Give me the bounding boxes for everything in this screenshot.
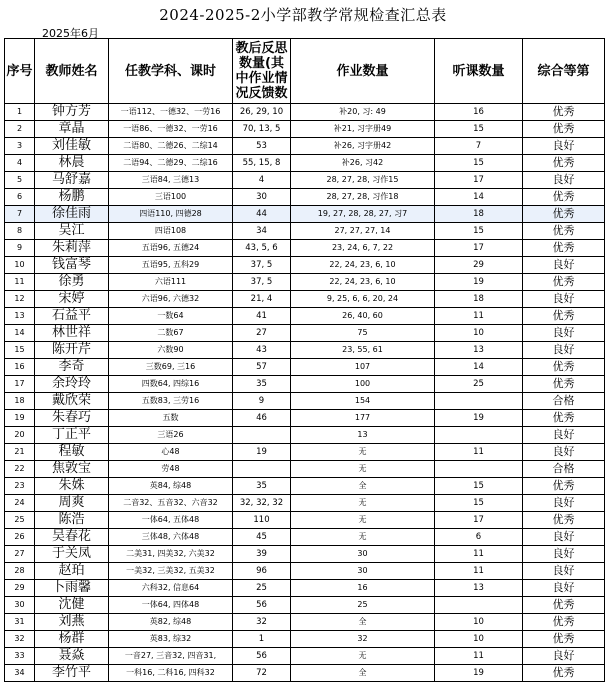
- col-header-name[interactable]: 教师姓名: [35, 39, 109, 104]
- cell-teacher-name[interactable]: 杨群: [35, 631, 109, 648]
- cell-homework-count[interactable]: 23, 55, 61: [291, 342, 435, 359]
- cell-teacher-name[interactable]: 吴春花: [35, 529, 109, 546]
- cell-grade[interactable]: 良好: [523, 325, 605, 342]
- cell-grade[interactable]: 优秀: [523, 597, 605, 614]
- cell-no[interactable]: 18: [5, 393, 35, 410]
- summary-table: [4, 38, 605, 682]
- cell-listening-count[interactable]: 29: [435, 257, 523, 274]
- cell-subject-hours[interactable]: 一体64, 四体48: [109, 597, 233, 614]
- table-row: [5, 563, 605, 580]
- table-row: [5, 206, 605, 223]
- cell-subject-hours[interactable]: 二音32、五音32、六音32: [109, 495, 233, 512]
- cell-grade[interactable]: 优秀: [523, 665, 605, 682]
- cell-feedback-count[interactable]: 43: [233, 342, 291, 359]
- cell-subject-hours[interactable]: 六数90: [109, 342, 233, 359]
- cell-no[interactable]: 24: [5, 495, 35, 512]
- cell-grade[interactable]: 良好: [523, 444, 605, 461]
- cell-subject-hours[interactable]: 四语108: [109, 223, 233, 240]
- cell-no[interactable]: 33: [5, 648, 35, 665]
- cell-no[interactable]: 8: [5, 223, 35, 240]
- cell-homework-count[interactable]: 26, 40, 60: [291, 308, 435, 325]
- col-header-subject[interactable]: 任教学科、课时: [109, 39, 233, 104]
- cell-no[interactable]: 11: [5, 274, 35, 291]
- cell-teacher-name[interactable]: 陈浩: [35, 512, 109, 529]
- cell-subject-hours[interactable]: 五语96, 五德24: [109, 240, 233, 257]
- cell-homework-count[interactable]: 补20, 习: 49: [291, 104, 435, 121]
- cell-listening-count[interactable]: [435, 427, 523, 444]
- cell-feedback-count[interactable]: 56: [233, 597, 291, 614]
- cell-grade[interactable]: 优秀: [523, 121, 605, 138]
- cell-subject-hours[interactable]: 四数64, 四综16: [109, 376, 233, 393]
- cell-grade[interactable]: 优秀: [523, 274, 605, 291]
- cell-teacher-name[interactable]: 章晶: [35, 121, 109, 138]
- cell-subject-hours[interactable]: 三数69, 三16: [109, 359, 233, 376]
- cell-feedback-count[interactable]: 4: [233, 172, 291, 189]
- table-row: [5, 274, 605, 291]
- cell-no[interactable]: 1: [5, 104, 35, 121]
- cell-no[interactable]: 5: [5, 172, 35, 189]
- cell-homework-count[interactable]: 补21, 习字册49: [291, 121, 435, 138]
- cell-teacher-name[interactable]: 周爽: [35, 495, 109, 512]
- table-row: [5, 665, 605, 682]
- cell-grade[interactable]: 优秀: [523, 359, 605, 376]
- cell-homework-count[interactable]: 全: [291, 478, 435, 495]
- cell-homework-count[interactable]: 177: [291, 410, 435, 427]
- cell-grade[interactable]: 优秀: [523, 240, 605, 257]
- cell-subject-hours[interactable]: 六科32, 信息64: [109, 580, 233, 597]
- col-header-listening[interactable]: 听课数量: [435, 39, 523, 104]
- cell-feedback-count[interactable]: 45: [233, 529, 291, 546]
- cell-no[interactable]: 15: [5, 342, 35, 359]
- cell-grade[interactable]: 良好: [523, 138, 605, 155]
- cell-grade[interactable]: 良好: [523, 342, 605, 359]
- table-row: [5, 393, 605, 410]
- cell-homework-count[interactable]: 22, 24, 23, 6, 10: [291, 274, 435, 291]
- col-header-grade[interactable]: 综合等第: [523, 39, 605, 104]
- cell-listening-count[interactable]: [435, 597, 523, 614]
- cell-listening-count[interactable]: 11: [435, 546, 523, 563]
- cell-subject-hours[interactable]: 五数83, 三劳16: [109, 393, 233, 410]
- cell-no[interactable]: 21: [5, 444, 35, 461]
- cell-feedback-count[interactable]: 41: [233, 308, 291, 325]
- cell-subject-hours[interactable]: 五语95, 五科29: [109, 257, 233, 274]
- table-row: [5, 308, 605, 325]
- cell-teacher-name[interactable]: 丁正平: [35, 427, 109, 444]
- table-row: [5, 257, 605, 274]
- cell-teacher-name[interactable]: 吴江: [35, 223, 109, 240]
- cell-feedback-count[interactable]: 72: [233, 665, 291, 682]
- cell-no[interactable]: 16: [5, 359, 35, 376]
- cell-no[interactable]: 20: [5, 427, 35, 444]
- cell-listening-count[interactable]: 18: [435, 206, 523, 223]
- cell-subject-hours[interactable]: 三语84, 三德13: [109, 172, 233, 189]
- cell-grade[interactable]: 良好: [523, 172, 605, 189]
- cell-no[interactable]: 25: [5, 512, 35, 529]
- cell-feedback-count[interactable]: 1: [233, 631, 291, 648]
- cell-grade[interactable]: 优秀: [523, 410, 605, 427]
- cell-teacher-name[interactable]: 沈健: [35, 597, 109, 614]
- cell-listening-count[interactable]: 17: [435, 240, 523, 257]
- cell-teacher-name[interactable]: 钱富琴: [35, 257, 109, 274]
- cell-grade[interactable]: 优秀: [523, 104, 605, 121]
- cell-listening-count[interactable]: 19: [435, 665, 523, 682]
- cell-homework-count[interactable]: 107: [291, 359, 435, 376]
- cell-feedback-count[interactable]: 32: [233, 614, 291, 631]
- table-row: [5, 223, 605, 240]
- cell-feedback-count[interactable]: 35: [233, 376, 291, 393]
- table-row: [5, 529, 605, 546]
- table-row: [5, 427, 605, 444]
- cell-subject-hours[interactable]: 英83, 综32: [109, 631, 233, 648]
- table-row: [5, 597, 605, 614]
- cell-homework-count[interactable]: 9, 25, 6, 6, 20, 24: [291, 291, 435, 308]
- cell-grade[interactable]: 优秀: [523, 512, 605, 529]
- cell-feedback-count[interactable]: 43, 5, 6: [233, 240, 291, 257]
- cell-homework-count[interactable]: 补26, 习42: [291, 155, 435, 172]
- cell-listening-count[interactable]: 16: [435, 104, 523, 121]
- cell-listening-count[interactable]: 11: [435, 648, 523, 665]
- table-row: [5, 104, 605, 121]
- cell-teacher-name[interactable]: 林晨: [35, 155, 109, 172]
- cell-subject-hours[interactable]: 一音27, 三音32, 四音31,: [109, 648, 233, 665]
- cell-grade[interactable]: 合格: [523, 461, 605, 478]
- table-row: [5, 376, 605, 393]
- col-header-homework[interactable]: 作业数量: [291, 39, 435, 104]
- cell-feedback-count[interactable]: 53: [233, 138, 291, 155]
- cell-grade[interactable]: 优秀: [523, 189, 605, 206]
- cell-homework-count[interactable]: 无: [291, 495, 435, 512]
- cell-teacher-name[interactable]: 朱姝: [35, 478, 109, 495]
- cell-feedback-count[interactable]: 55, 15, 8: [233, 155, 291, 172]
- cell-feedback-count[interactable]: 26, 29, 10: [233, 104, 291, 121]
- table-row: [5, 546, 605, 563]
- table-row: [5, 121, 605, 138]
- cell-grade[interactable]: 良好: [523, 563, 605, 580]
- cell-no[interactable]: 12: [5, 291, 35, 308]
- cell-subject-hours[interactable]: 一科16, 二科16, 四科32: [109, 665, 233, 682]
- cell-subject-hours[interactable]: 一语86、一德32、一劳16: [109, 121, 233, 138]
- cell-subject-hours[interactable]: 一美32, 三美32, 五美32: [109, 563, 233, 580]
- cell-listening-count[interactable]: 17: [435, 512, 523, 529]
- table-row: [5, 614, 605, 631]
- cell-feedback-count[interactable]: 30: [233, 189, 291, 206]
- cell-homework-count[interactable]: 无: [291, 461, 435, 478]
- cell-listening-count[interactable]: 19: [435, 274, 523, 291]
- cell-no[interactable]: 13: [5, 308, 35, 325]
- cell-grade[interactable]: 良好: [523, 257, 605, 274]
- table-row: [5, 291, 605, 308]
- cell-teacher-name[interactable]: 李竹平: [35, 665, 109, 682]
- cell-grade[interactable]: 良好: [523, 291, 605, 308]
- table-row: [5, 325, 605, 342]
- table-row: [5, 172, 605, 189]
- cell-no[interactable]: 31: [5, 614, 35, 631]
- cell-subject-hours[interactable]: 一体64, 五体48: [109, 512, 233, 529]
- cell-grade[interactable]: 优秀: [523, 614, 605, 631]
- cell-subject-hours[interactable]: 劳48: [109, 461, 233, 478]
- cell-feedback-count[interactable]: 70, 13, 5: [233, 121, 291, 138]
- cell-homework-count[interactable]: 25: [291, 597, 435, 614]
- cell-subject-hours[interactable]: 心48: [109, 444, 233, 461]
- cell-homework-count[interactable]: 全: [291, 614, 435, 631]
- cell-feedback-count[interactable]: 37, 5: [233, 274, 291, 291]
- cell-subject-hours[interactable]: 六语96, 六德32: [109, 291, 233, 308]
- cell-listening-count[interactable]: 10: [435, 631, 523, 648]
- cell-homework-count[interactable]: 13: [291, 427, 435, 444]
- cell-no[interactable]: 9: [5, 240, 35, 257]
- report-date: 2025年6月: [42, 27, 99, 40]
- cell-feedback-count[interactable]: 110: [233, 512, 291, 529]
- table-row: [5, 461, 605, 478]
- cell-homework-count[interactable]: 30: [291, 546, 435, 563]
- cell-grade[interactable]: 合格: [523, 393, 605, 410]
- cell-feedback-count[interactable]: 25: [233, 580, 291, 597]
- cell-homework-count[interactable]: 16: [291, 580, 435, 597]
- cell-homework-count[interactable]: 无: [291, 512, 435, 529]
- cell-no[interactable]: 17: [5, 376, 35, 393]
- table-row: [5, 138, 605, 155]
- cell-grade[interactable]: 良好: [523, 648, 605, 665]
- cell-no[interactable]: 34: [5, 665, 35, 682]
- cell-no[interactable]: 22: [5, 461, 35, 478]
- cell-teacher-name[interactable]: 陈开芹: [35, 342, 109, 359]
- cell-subject-hours[interactable]: 一数64: [109, 308, 233, 325]
- cell-listening-count[interactable]: 15: [435, 155, 523, 172]
- cell-homework-count[interactable]: 154: [291, 393, 435, 410]
- table-row: [5, 189, 605, 206]
- cell-teacher-name[interactable]: 戴欣荣: [35, 393, 109, 410]
- cell-feedback-count[interactable]: [233, 427, 291, 444]
- cell-grade[interactable]: 优秀: [523, 206, 605, 223]
- cell-homework-count[interactable]: 无: [291, 529, 435, 546]
- table-row: [5, 155, 605, 172]
- cell-feedback-count[interactable]: 96: [233, 563, 291, 580]
- cell-listening-count[interactable]: 14: [435, 189, 523, 206]
- table-row: [5, 580, 605, 597]
- cell-subject-hours[interactable]: 二数67: [109, 325, 233, 342]
- cell-grade[interactable]: 良好: [523, 529, 605, 546]
- cell-listening-count[interactable]: 13: [435, 342, 523, 359]
- cell-teacher-name[interactable]: 徐佳雨: [35, 206, 109, 223]
- cell-teacher-name[interactable]: 刘燕: [35, 614, 109, 631]
- cell-homework-count[interactable]: 30: [291, 563, 435, 580]
- cell-listening-count[interactable]: 7: [435, 138, 523, 155]
- cell-homework-count[interactable]: 27, 27, 27, 14: [291, 223, 435, 240]
- cell-subject-hours[interactable]: 一语112、一德32、一劳16: [109, 104, 233, 121]
- cell-teacher-name[interactable]: 赵珀: [35, 563, 109, 580]
- cell-feedback-count[interactable]: 34: [233, 223, 291, 240]
- cell-no[interactable]: 4: [5, 155, 35, 172]
- cell-feedback-count[interactable]: 37, 5: [233, 257, 291, 274]
- cell-listening-count[interactable]: 25: [435, 376, 523, 393]
- cell-grade[interactable]: 优秀: [523, 155, 605, 172]
- cell-homework-count[interactable]: 23, 24, 6, 7, 22: [291, 240, 435, 257]
- cell-teacher-name[interactable]: 徐勇: [35, 274, 109, 291]
- cell-no[interactable]: 10: [5, 257, 35, 274]
- cell-grade[interactable]: 优秀: [523, 376, 605, 393]
- cell-grade[interactable]: 良好: [523, 546, 605, 563]
- cell-listening-count[interactable]: 14: [435, 359, 523, 376]
- cell-feedback-count[interactable]: 44: [233, 206, 291, 223]
- cell-subject-hours[interactable]: 英84, 综48: [109, 478, 233, 495]
- cell-subject-hours[interactable]: 二语80、二德26、二综14: [109, 138, 233, 155]
- cell-no[interactable]: 30: [5, 597, 35, 614]
- cell-feedback-count[interactable]: 21, 4: [233, 291, 291, 308]
- cell-no[interactable]: 32: [5, 631, 35, 648]
- table-row: [5, 342, 605, 359]
- cell-homework-count[interactable]: 75: [291, 325, 435, 342]
- cell-grade[interactable]: 良好: [523, 495, 605, 512]
- cell-listening-count[interactable]: 11: [435, 563, 523, 580]
- cell-no[interactable]: 6: [5, 189, 35, 206]
- table-row: [5, 631, 605, 648]
- cell-subject-hours[interactable]: 二语94、二德29、二综16: [109, 155, 233, 172]
- cell-feedback-count[interactable]: 27: [233, 325, 291, 342]
- table-row: [5, 410, 605, 427]
- cell-feedback-count[interactable]: 56: [233, 648, 291, 665]
- cell-grade[interactable]: 良好: [523, 427, 605, 444]
- cell-teacher-name[interactable]: 聂焱: [35, 648, 109, 665]
- col-header-no[interactable]: 序号: [5, 39, 35, 104]
- cell-listening-count[interactable]: 15: [435, 121, 523, 138]
- cell-teacher-name[interactable]: 钟方芳: [35, 104, 109, 121]
- cell-subject-hours[interactable]: 三语26: [109, 427, 233, 444]
- cell-homework-count[interactable]: 32: [291, 631, 435, 648]
- cell-homework-count[interactable]: 22, 24, 23, 6, 10: [291, 257, 435, 274]
- cell-teacher-name[interactable]: 程敏: [35, 444, 109, 461]
- cell-no[interactable]: 28: [5, 563, 35, 580]
- cell-teacher-name[interactable]: 杨鹏: [35, 189, 109, 206]
- cell-no[interactable]: 23: [5, 478, 35, 495]
- table-row: [5, 648, 605, 665]
- cell-homework-count[interactable]: 无: [291, 648, 435, 665]
- cell-subject-hours[interactable]: 四语110, 四德28: [109, 206, 233, 223]
- cell-listening-count[interactable]: 13: [435, 580, 523, 597]
- cell-listening-count[interactable]: [435, 461, 523, 478]
- cell-listening-count[interactable]: 15: [435, 223, 523, 240]
- cell-feedback-count[interactable]: 32, 32, 32: [233, 495, 291, 512]
- cell-teacher-name[interactable]: 焦敦宝: [35, 461, 109, 478]
- table-row: [5, 444, 605, 461]
- cell-subject-hours[interactable]: 二美31, 四美32, 六美32: [109, 546, 233, 563]
- cell-feedback-count[interactable]: [233, 461, 291, 478]
- cell-no[interactable]: 2: [5, 121, 35, 138]
- cell-listening-count[interactable]: 10: [435, 614, 523, 631]
- header-row: [5, 39, 605, 104]
- cell-subject-hours[interactable]: 五数: [109, 410, 233, 427]
- cell-homework-count[interactable]: 全: [291, 665, 435, 682]
- cell-feedback-count[interactable]: 39: [233, 546, 291, 563]
- cell-no[interactable]: 19: [5, 410, 35, 427]
- cell-subject-hours[interactable]: 英82, 综48: [109, 614, 233, 631]
- cell-no[interactable]: 27: [5, 546, 35, 563]
- cell-grade[interactable]: 优秀: [523, 223, 605, 240]
- cell-homework-count[interactable]: 补26, 习字册42: [291, 138, 435, 155]
- cell-no[interactable]: 14: [5, 325, 35, 342]
- cell-homework-count[interactable]: 19, 27, 28, 28, 27, 习7: [291, 206, 435, 223]
- cell-feedback-count[interactable]: 57: [233, 359, 291, 376]
- col-header-feedback[interactable]: 教后反思数量(其中作业情况反馈数: [233, 39, 291, 104]
- cell-feedback-count[interactable]: 9: [233, 393, 291, 410]
- cell-teacher-name[interactable]: 朱春巧: [35, 410, 109, 427]
- cell-listening-count[interactable]: 17: [435, 172, 523, 189]
- cell-no[interactable]: 3: [5, 138, 35, 155]
- cell-listening-count[interactable]: 15: [435, 478, 523, 495]
- cell-teacher-name[interactable]: 于关凤: [35, 546, 109, 563]
- cell-listening-count[interactable]: 11: [435, 444, 523, 461]
- cell-teacher-name[interactable]: 李奇: [35, 359, 109, 376]
- cell-homework-count[interactable]: 28, 27, 28, 习作18: [291, 189, 435, 206]
- cell-homework-count[interactable]: 100: [291, 376, 435, 393]
- cell-homework-count[interactable]: 无: [291, 444, 435, 461]
- cell-listening-count[interactable]: 10: [435, 325, 523, 342]
- cell-no[interactable]: 29: [5, 580, 35, 597]
- cell-listening-count[interactable]: 18: [435, 291, 523, 308]
- cell-homework-count[interactable]: 28, 27, 28, 习作15: [291, 172, 435, 189]
- cell-grade[interactable]: 良好: [523, 580, 605, 597]
- cell-grade[interactable]: 优秀: [523, 478, 605, 495]
- cell-teacher-name[interactable]: 宋婷: [35, 291, 109, 308]
- cell-listening-count[interactable]: 11: [435, 308, 523, 325]
- table-row: [5, 478, 605, 495]
- cell-grade[interactable]: 优秀: [523, 631, 605, 648]
- cell-listening-count[interactable]: 19: [435, 410, 523, 427]
- cell-grade[interactable]: 优秀: [523, 308, 605, 325]
- table-row: [5, 495, 605, 512]
- table-row: [5, 359, 605, 376]
- cell-listening-count[interactable]: 15: [435, 495, 523, 512]
- cell-no[interactable]: 26: [5, 529, 35, 546]
- table-row: [5, 512, 605, 529]
- cell-feedback-count[interactable]: 35: [233, 478, 291, 495]
- cell-teacher-name[interactable]: 林世祥: [35, 325, 109, 342]
- cell-teacher-name[interactable]: 石益平: [35, 308, 109, 325]
- cell-subject-hours[interactable]: 三体48, 六体48: [109, 529, 233, 546]
- cell-feedback-count[interactable]: 19: [233, 444, 291, 461]
- cell-teacher-name[interactable]: 刘佳敏: [35, 138, 109, 155]
- cell-listening-count[interactable]: [435, 393, 523, 410]
- cell-teacher-name[interactable]: 余玲玲: [35, 376, 109, 393]
- cell-listening-count[interactable]: 6: [435, 529, 523, 546]
- cell-teacher-name[interactable]: 朱莉萍: [35, 240, 109, 257]
- cell-no[interactable]: 7: [5, 206, 35, 223]
- cell-teacher-name[interactable]: 马舒嘉: [35, 172, 109, 189]
- cell-feedback-count[interactable]: 46: [233, 410, 291, 427]
- cell-subject-hours[interactable]: 三语100: [109, 189, 233, 206]
- table-row: [5, 240, 605, 257]
- cell-subject-hours[interactable]: 六语111: [109, 274, 233, 291]
- sheet-title: 2024-2025-2小学部教学常规检查汇总表: [159, 6, 447, 24]
- cell-teacher-name[interactable]: 卜雨馨: [35, 580, 109, 597]
